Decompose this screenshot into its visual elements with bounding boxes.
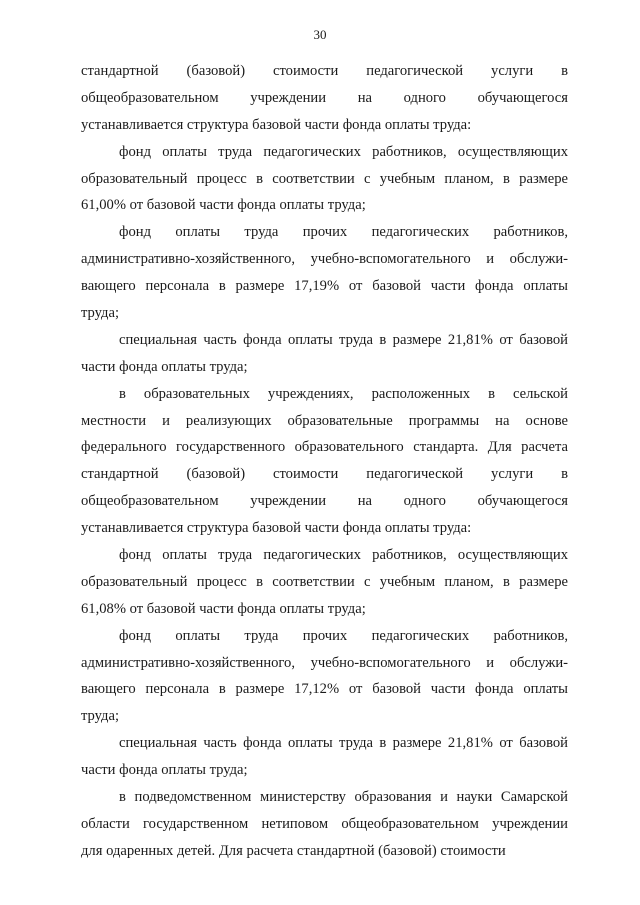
paragraph — [81, 139, 568, 220]
paragraph — [81, 219, 568, 327]
paragraph — [81, 730, 568, 784]
text-line: общеобразовательном учреждении на одного обучающегося — [81, 493, 568, 510]
text-line: в образовательных учреждениях, расположенных в сельской — [119, 385, 568, 402]
paragraph — [81, 58, 568, 139]
paragraph — [81, 381, 568, 542]
text-line: образовательный процесс в соответствии с учебным планом, в размере — [81, 170, 568, 187]
text-line: местности и реализующих образовательные программы на основе — [81, 412, 568, 429]
text-line: труда; — [81, 305, 119, 322]
text-line: части фонда оплаты труда; — [81, 762, 248, 779]
text-line: вающего персонала в размере 17,12% от базовой части фонда оплаты — [81, 681, 568, 698]
text-line: в подведомственном министерству образования и науки Самарской — [119, 789, 568, 806]
text-line: фонд оплаты труда педагогических работников, осуществляющих — [119, 547, 568, 564]
text-line: стандартной (базовой) стоимости педагогической услуги в — [81, 63, 568, 79]
text-line: устанавливается структура базовой части фонда оплаты труда: — [81, 520, 472, 537]
text-line: фонд оплаты труда педагогических работников, осуществляющих — [119, 143, 568, 160]
text-line: фонд оплаты труда прочих педагогических работников, — [119, 224, 568, 241]
text-line: вающего персонала в размере 17,19% от базовой части фонда оплаты — [81, 278, 568, 295]
paragraph — [81, 623, 568, 731]
paragraph — [81, 542, 568, 623]
text-line: области государственном нетиповом общеобразовательном учреждении — [81, 815, 568, 832]
text-line: для одаренных детей. Для расчета стандартной (базовой) стоимости — [81, 842, 506, 859]
text-line: административно-хозяйственного, учебно-вспомогательного и обслужи- — [81, 654, 568, 671]
text-line: федерального государственного образовательного стандарта. Для расчета — [81, 439, 568, 456]
text-line: 61,00% от базовой части фонда оплаты труда; — [81, 197, 366, 214]
page-number: 30 — [313, 27, 327, 42]
text-line: образовательный процесс в соответствии с учебным планом, в размере — [81, 573, 568, 590]
text-line: специальная часть фонда оплаты труда в размере 21,81% от базовой — [119, 331, 568, 348]
paragraph — [81, 327, 568, 381]
text-line: труда; — [81, 708, 119, 725]
text-line: общеобразовательном учреждении на одного обучающегося — [81, 89, 568, 106]
text-line: стандартной (базовой) стоимости педагогической услуги в — [81, 466, 568, 483]
text-line: административно-хозяйственного, учебно-вспомогательного и обслужи- — [81, 251, 568, 268]
text-line: устанавливается структура базовой части фонда оплаты труда: — [81, 116, 472, 133]
text-line: фонд оплаты труда прочих педагогических работников, — [119, 627, 568, 644]
text-line: части фонда оплаты труда; — [81, 358, 248, 375]
text-line: специальная часть фонда оплаты труда в размере 21,81% от базовой — [119, 735, 568, 752]
paragraph — [81, 784, 568, 865]
document-body — [81, 58, 568, 865]
text-line: 61,08% от базовой части фонда оплаты труда; — [81, 600, 366, 617]
